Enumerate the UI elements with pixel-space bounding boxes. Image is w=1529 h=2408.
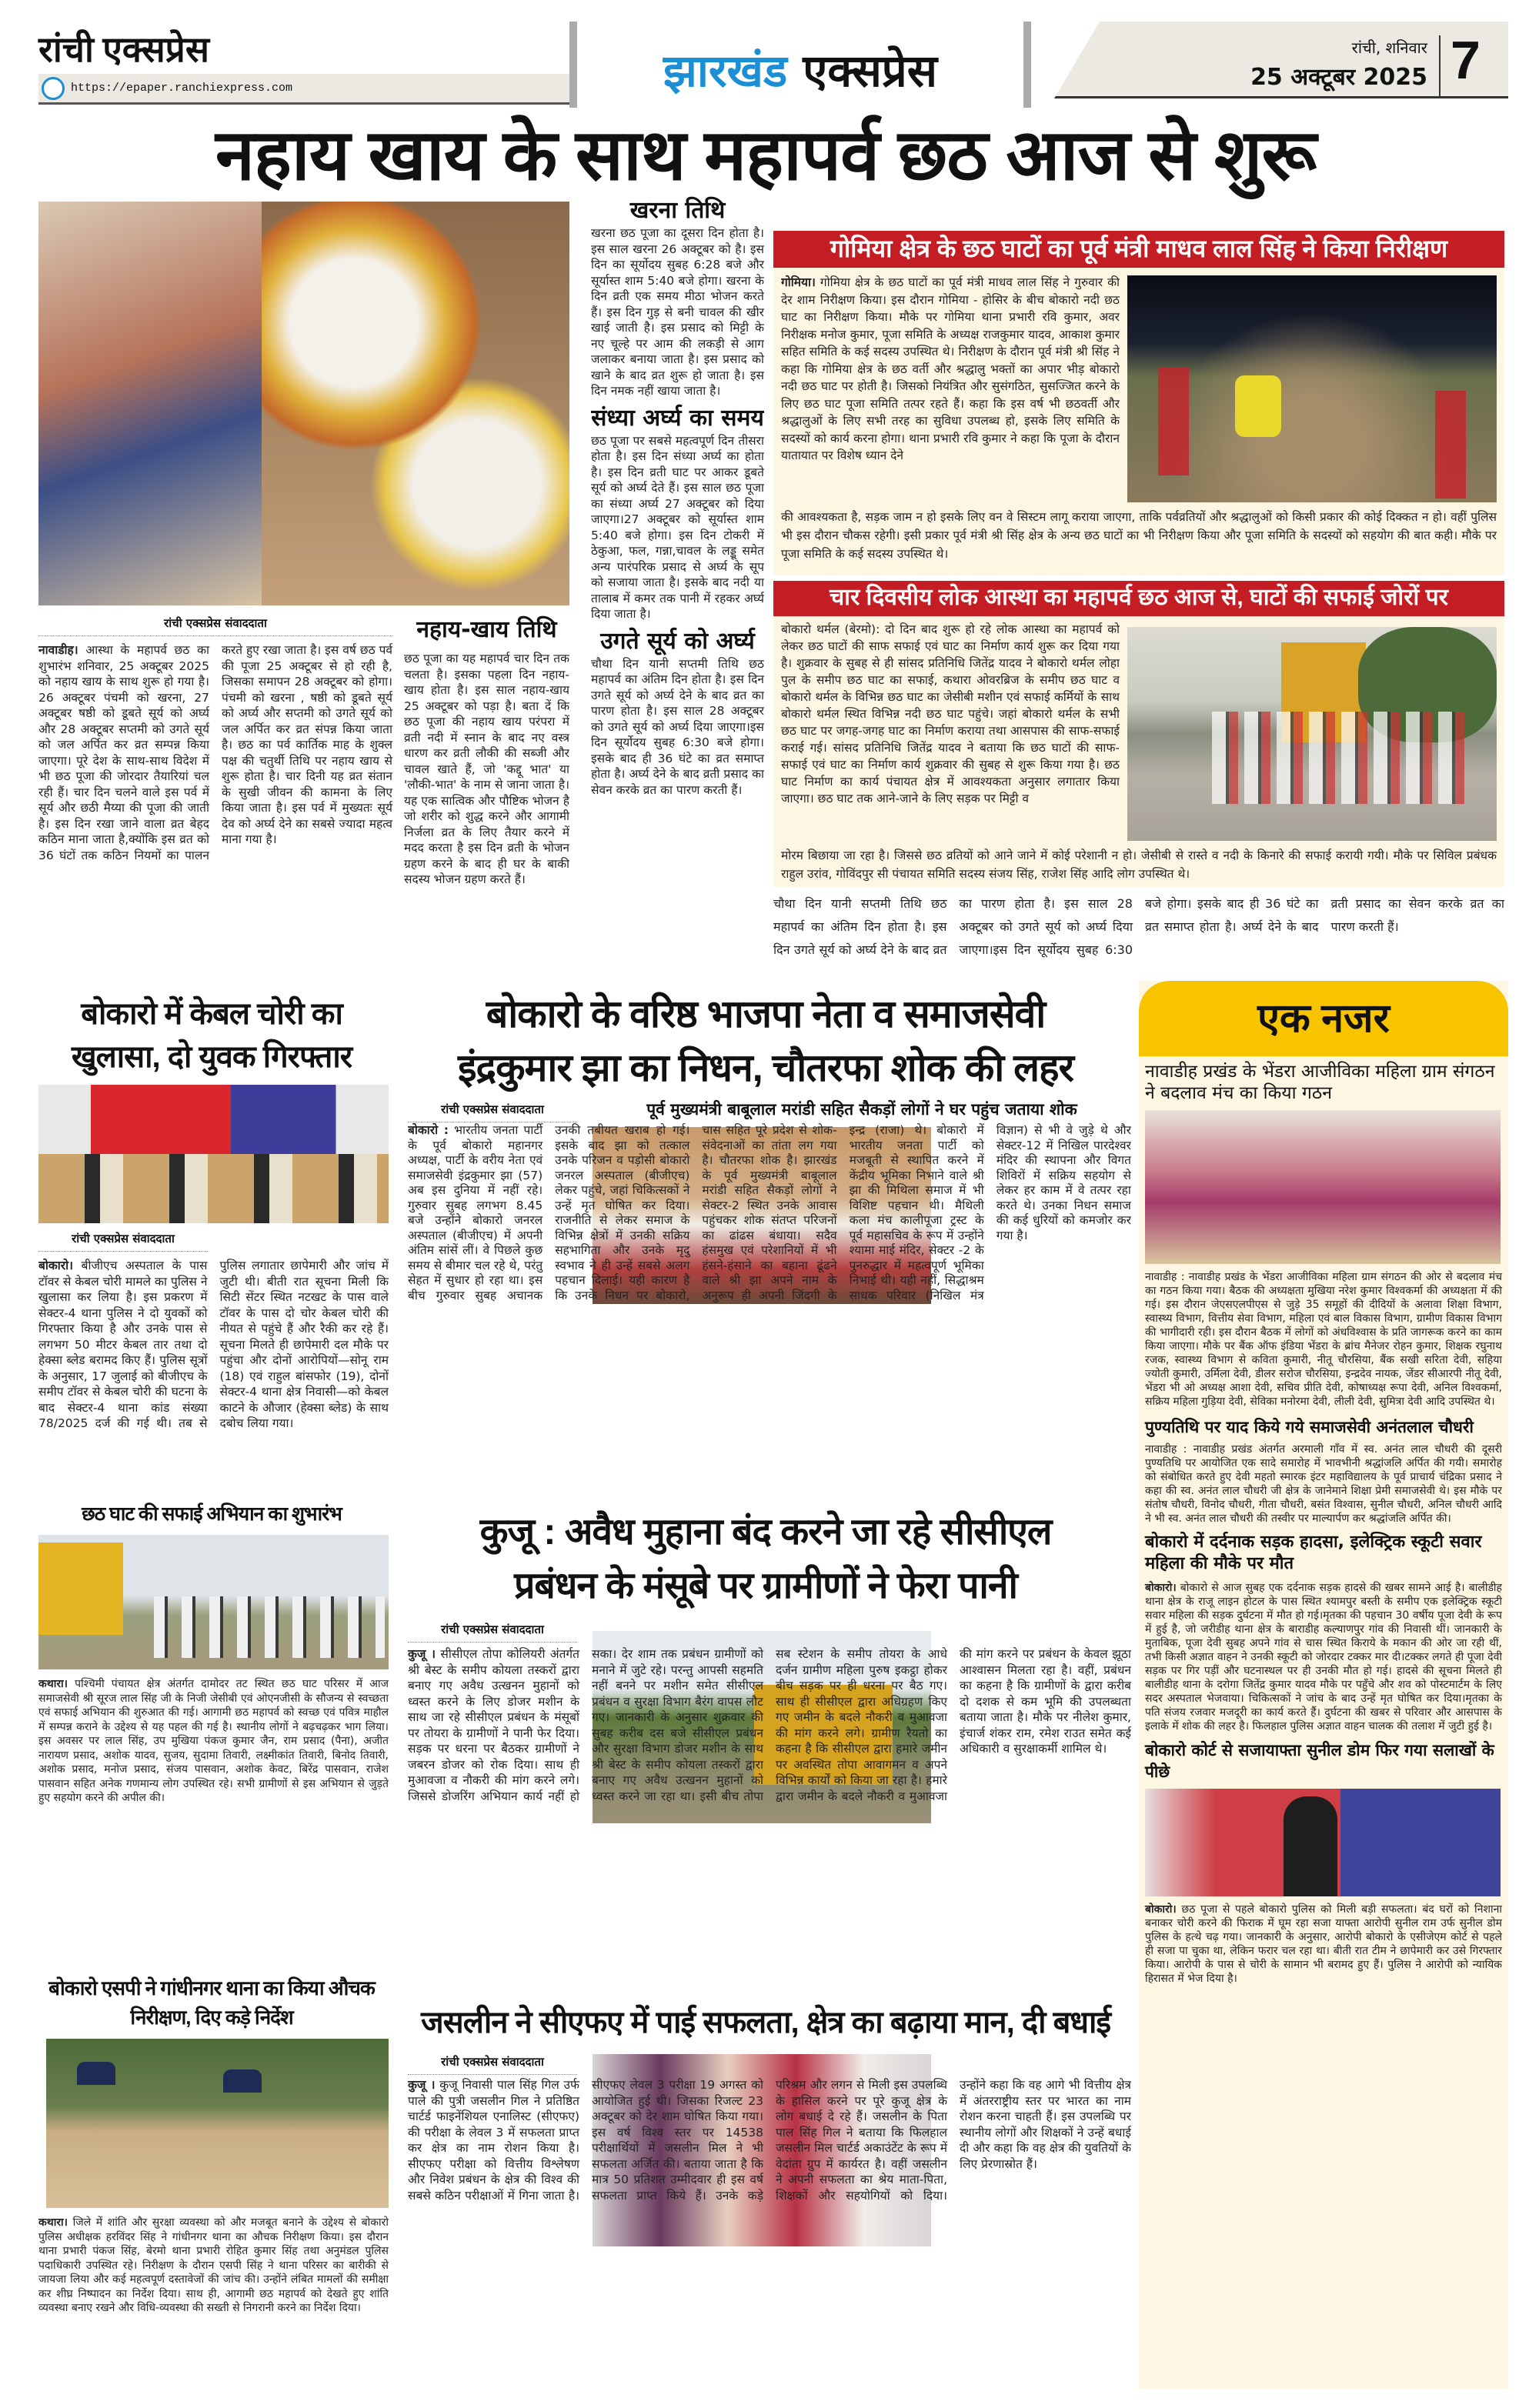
ek-nazar-body-4: बोकारो। छठ पूजा से पहले बोकारो पुलिस को मिली बड़ी सफलता। बंद घरों को निशाना बनाकर चोरी करने की फिराक में घूम रहा सजा याफ्ता आरोपी सुनील राम उर्फ सुनील डोम पुलिस के हत्थे चढ़ गया। जानकारी के अनुसार, आरोपी बोकारो के एसीजेएम कोर्ट से पहले ही सजा पा चुका था, लेकिन फरार चल रहा था। बीती रात टीम ने छापेमारी कर उसे गिरफ्तार किया। आरोपी के पास से चोरी के सामान भी बरामद हुए हैं। पुलिस ने आरोपी को न्यायिक हिरासत में भेज दिया है। — [1145, 1903, 1502, 1985]
sandhya-arghya-body: छठ पूजा पर सबसे महत्वपूर्ण दिन तीसरा होता है। इस दिन संध्या अर्घ्य का होता है। इस दिन व्रती घाट पर आकर डूबते सूर्य को अर्घ्य देते हैं। इस साल छठ पूजा का संध्या अर्घ्य 27 अक्टूबर को दिया जाएगा।27 अक्टूबर को सूर्यास्त शाम 5:40 बजे होगा। इस दिन टोकरी में ठेकुआ, फल, गन्ना,चावल के लड्डू समेत अन्य पारंपरिक प्रसाद से अर्घ्य के सूप को सजाया जाता है। इसके बाद नदी या तालाब में कमर तक पानी में रहकर अर्घ्य दिया जाता है। — [591, 433, 764, 621]
subhead-ugte-surya: उगते सूर्य को अर्घ्य — [600, 627, 755, 655]
ek-nazar-headline-1: नावाडीह प्रखंड के भेंडरा आजीविका महिला ग्राम संगठन ने बदलाव मंच का किया गठन — [1145, 1062, 1495, 1103]
page-number: 7 — [1451, 30, 1481, 90]
cable-body: बोकारो। बीजीएच अस्पताल के पास टॉवर से केबल चोरी मामले का पुलिस ने खुलासा कर लिया है। इस प्रकरण में सेक्टर-4 थाना पुलिस ने दो युवकों को गिरफ्तार किया है और उनके पास से लगभग 50 मीटर केबल तार तथा दो हेक्सा ब्लेड बरामद किए हैं। पुलिस सूत्रों के अनुसार, 17 जुलाई को बीजीएच के समीप टॉवर से केबल चोरी की घटना के बाद सेक्टर-4 थाना कांड संख्या 78/2025 दर्ज की गई थी। तब से पुलिस लगातार छापेमारी और जांच में जुटी थी। बीती रात सूचना मिली कि सिटी सेंटर स्थित नटखट के पास वाले टॉवर के पास दो चोर केबल चोरी की नीयत से पहुंचे हैं और रैकी कर रहे हैं। सूचना मिलते ही छापेमारी दल मौके पर पहुंचा और दोनों आरोपियों—सोनू राम (18) एवं राहुल बांसफोर (19), दोनों सेक्टर-4 थाना क्षेत्र निवासी—को केबल काटने के औजार (हेक्सा ब्लेड) के साथ दबोच लिया गया। — [38, 1259, 389, 1430]
kuju-headline-line2: प्रबंधन के मंसूबे पर ग्रामीणों ने फेरा पानी — [514, 1566, 1017, 1606]
cable-byline: रांची एक्सप्रेस संवाददाता — [38, 1231, 208, 1252]
ugte-surya-body: चौथा दिन यानी सप्तमी तिथि छठ महापर्व का अंतिम दिन होता है। इस दिन उगते सूर्य को अर्घ्य देने के बाद व्रत का पारण होता है। इस साल 28 अक्टूबर को उगते सूर्य को अर्घ्य दिया जाएगा।इस दिन सूर्योदय सुबह 6:30 बजे होगा। इसके बाद ही 36 घंटे का व्रत समाप्त होता है। अर्घ्य देने के बाद व्रती प्रसाद का सेवन करके व्रत का पारण करती हैं। — [591, 656, 764, 797]
ek-nazar-headline-4: बोकारो कोर्ट से सजायाफ्ता सुनील डोम फिर गया सलाखों के पीछे — [1145, 1741, 1494, 1781]
bermo-body-tail: मोरम बिछाया जा रहा है। जिससे छठ व्रतियों को आने जाने में कोई परेशानी न हो। जेसीबी से रास्ते व नदी के किनारे की सफाई करायी गयी। मौके पर सिविल प्रबंधक राहुल उरांव, गोविंदपुर सी पंचायत समिति सदस्य संजय सिंह, राजेश सिंह आदि लोग उपस्थित थे। — [781, 849, 1497, 881]
bermo-story — [773, 581, 1504, 887]
photo-accused-with-police — [1145, 1789, 1501, 1896]
dateline-place: रांची, शनिवार — [1351, 38, 1427, 57]
main-byline: रांची एक्सप्रेस संवाददाता — [38, 615, 392, 636]
jha-headline-line2: इंद्रकुमार झा का निधन, चौतरफा शोक की लहर — [458, 1046, 1073, 1089]
jasleen-byline: रांची एक्सप्रेस संवाददाता — [408, 2054, 577, 2075]
ek-nazar-headline-2: पुण्यतिथि पर याद किये गये समाजसेवी अनंतलाल चौधरी — [1145, 1418, 1474, 1436]
photo-gomia-meeting — [1127, 275, 1497, 502]
ek-nazar-title: एक नजर — [1139, 981, 1508, 1056]
jasleen-body: कुजू । कुजू निवासी पाल सिंह गिल उर्फ पाले की पुत्री जसलीन गिल ने प्रतिष्ठित चार्टर्ड फाइनेंशियल एनालिस्ट (सीएफए) की परीक्षा के लेवल 3 में सफलता प्राप्त कर क्षेत्र का नाम रोशन किया है। सीएफए परीक्षा को वित्तीय विश्लेषण और निवेश प्रबंधन के क्षेत्र की विश्व की सबसे कठिन परीक्षाओं में गिना जाता है। सीएफए लेवल 3 परीक्षा 19 अगस्त को आयोजित हुई थी। जिसका रिजल्ट 23 अक्टूबर को देर शाम घोषित किया गया। इस वर्ष विश्व स्तर पर 14538 परीक्षार्थियों में जसलीन मिल ने भी सफलता अर्जित की। बताया जाता है कि मात्र 50 प्रतिशत उम्मीदवार ही इस वर्ष सफलता प्राप्त किये हैं। उनके कड़े परिश्रम और लगन से मिली इस उपलब्धि के हासिल करने पर पूरे कुजू क्षेत्र के लोग बधाई दे रहे हैं। जसलीन के पिता पाल सिंह गिल ने बताया कि फिलहाल जसलीन मिल चार्टर्ड अकाउंटेंट के रूप में वेदांता ग्रुप में कार्यरत है। वहीं जसलीन ने अपनी सफलता का श्रेय माता-पिता, शिक्षकों और सहयोगियों को दिया। उन्होंने कहा कि वह आगे भी वित्तीय क्षेत्र में अंतरराष्ट्रीय स्तर पर भारत का नाम रोशन करना चाहती हैं। इस उपलब्धि पर स्थानीय लोगों और शिक्षकों ने उन्हें बधाई दी और कहा कि वह क्षेत्र की युवतियों के लिए प्रेरणास्रोत हैं। — [408, 2078, 1131, 2203]
jasleen-headline: जसलीन ने सीएफए में पाई सफलता, क्षेत्र का बढ़ाया मान, दी बधाई — [421, 2006, 1110, 2039]
cable-theft-headline: बोकारो में केबल चोरी का खुलासा, दो युवक गिरफ्तार — [71, 997, 352, 1074]
main-headline: नहाय खाय के साथ महापर्व छठ आज से शुरू — [215, 116, 1317, 195]
section-name-jharkhand: झारखंड — [663, 45, 788, 97]
kuju-byline: रांची एक्सप्रेस संवाददाता — [408, 1622, 577, 1643]
logo: रांची एक्सप्रेस — [38, 30, 209, 69]
kuju-body: कुजू । सीसीएल तोपा कोलियरी अंतर्गत श्री बेस्ट के समीप कोयला तस्करों द्वारा बनाए गए अवैध उत्खनन मुहानों को ध्वस्त करने के लिए डोजर मशीन के साथ जा रहे सीसीएल प्रबंधन के मंसूबों पर तोयरा के ग्रामीणों ने पानी फेर दिया। सड़क पर धरना पर बैठकर ग्रामीणों ने जबरन डोजर को रोक दिया। साथ ही मुआवजा व नौकरी की मांग करने लगे। जिससे डोजरिंग अभियान कार्य नहीं हो सका। देर शाम तक प्रबंधन ग्रामीणों को मनाने में जुटे रहे। परन्तु आपसी सहमति नहीं बनने पर मशीन समेत सीसीएल प्रबंधन व सुरक्षा विभाग बैरंग वापस लौट गए। जानकारी के अनुसार शुक्रवार की सुबह करीब दस बजे सीसीएल प्रबंधन और सुरक्षा विभाग डोजर मशीन के साथ श्री बेस्ट के समीप कोयला तस्करों द्वारा बनाए गए अवैध उत्खनन मुहानों को ध्वस्त करने जा रहा था। इसी बीच तोपा सब स्टेशन के समीप तोयरा के आधे दर्जन ग्रामीण महिला पुरुष इकट्ठा होकर बीच सड़क पर ही धरना पर बैठ गए। साथ ही सीसीएल द्वारा अधिग्रहण किए गए जमीन के बदले नौकरी व मुआवजा की मांग करने लगे। ग्रामीण रैयतो का कहना है कि सीसीएल द्वारा हमारे जमीन पर अवस्थित तोपा आवागमन व अपने विभिन्न कार्यों को किया जा रहा है। हमारे द्वारा जमीन के बदले नौकरी व मुआवजा की मांग करने पर प्रबंधन के केवल झूठा आश्वासन मिलता रहा है। वहीं, प्रबंधन का कहना है कि ग्रामीणों के द्वारा करीब दो दशक से कम भूमि की उपलब्धता बताया जाता है। मौके पर नीलेश कुमार, इंचार्ज शंकर राम, रमेश राउत समेत कई अधिकारी व सुरक्षाकर्मी शामिल थे। — [408, 1647, 1131, 1803]
section-name-express: एक्सप्रेस — [803, 45, 938, 97]
gomia-body-tail: की आवश्यकता है, सड़क जाम न हो इसके लिए वन वे सिस्टम लागू कराया जाएगा, ताकि पर्वव्रतियों और श्रद्धालुओं को किसी प्रकार की कोई दिक्कत न हो। वहीं पुलिस भी इस दौरान चौकस रहेगी। इसी प्रकार पूर्व मंत्री श्री सिंह क्षेत्र के अन्य छठ घाटों का भी निरीक्षण किया और पूजा समिति के सदस्यों को सहयोग की बात कही। मौके पर पूजा समिति के कई सदस्य उपस्थित थे। — [781, 510, 1497, 561]
gomia-story: गोमिया क्षेत्र के छठ घाटों का पूर्व मंत्री माधव लाल सिंह ने किया निरीक्षण गोमिया। गोमिया क्षेत्र के छठ घाटों का पूर्व मंत्री माधव लाल सिंह ने गुरुवार की देर शाम निरीक्षण किया। इस दौरान गोमिया - होसिर के बीच बोकारो नदी छठ घाट का निरीक्षण किया। मौके पर गोमिया थाना प्रभारी रवि कुमार, अवर निरीक्षक मनोज कुमार, पूजा समिति के अध्यक्ष राजकुमार यादव, आकाश कुमार सहित समिति के कई सदस्य उपस्थित थे। निरीक्षण के दौरान पूर्व मंत्री श्री सिंह ने कहा कि गोमिया क्षेत्र के छठ वर्ती और श्रद्धालु भक्तों का अपार भीड़ बोकारो नदी छठ घाट पर होती है। जिसको नियंत्रित और सुसंगठित, सुसज्जित करने के लिए छठ घाट पूजा समिति तत्पर रहते हैं। कहा कि इस वर्ष भी छठवर्ती और श्रद्धालुओं के लिए सभी तरह का सुविधा उपलब्ध हो, इसके लिए समिति के सदस्यों को कार्य करना होगा। थाना प्रभारी रवि कुमार ने कहा कि पूजा के दौरान यातायात पर विशेष ध्यान देने की आवश्यकता है, सड़क जाम न हो इसके लिए वन वे सिस्टम लागू कराया जाएगा, ताकि पर्वव्रतियों और श्रद्धालुओं को किसी प्रकार की कोई दिक्कत न हो। वहीं पुलिस भी इस दौरान चौकस रहेगी। इसी प्रकार पूर्व मंत्री श्री सिंह क्षेत्र के अन्य छठ घाटों का भी निरीक्षण किया और पूजा समिति के सदस्यों को सहयोग की बात कही। मौके पर पूजा समिति के कई सदस्य उपस्थित थे। — [773, 231, 1504, 575]
nahay-khay-body: छठ पूजा का यह महापर्व चार दिन तक चलता है। इसका पहला दिन नहाय-खाय होता है। इस साल नहाय-खाय 25 अक्टूबर को पड़ा है। बता दें कि छठ पूजा की नहाय खाय परंपरा में व्रती नदी में स्नान के बाद नए वस्त्र धारण कर व्रती लौकी की सब्जी और चावल खाते हैं, जो 'कद्दू भात' या 'लौकी-भात' के नाम से जाना जाता है। यह एक सात्विक और पौष्टिक भोजन है जो शरीर को शुद्ध करने और आगामी निर्जला व्रत के लिए तैयार करने में मदद करता है इस दिन व्रती के भोजन ग्रहण करने के बाद ही घर के बाकी सदस्य भोजन ग्रहण करते हैं। — [404, 652, 569, 886]
main-body: नावाडीह। आस्था के महापर्व छठ का शुभारंभ शनिवार, 25 अक्टूबर 2025 को नहाय खाय के साथ शुरू हो गया है। 26 अक्टूबर पंचमी को खरना, 27 अक्टूबर षष्ठी को डूबते सूर्य को अर्घ्य और 28 अक्टूबर सप्तमी को उगते सूर्य को जल अर्पित कर व्रत सम्पन्न किया जाएगा। पूरे देश के साथ-साथ विदेश में भी छठ पूजा की जोरदार तैयारियां चल रही हैं। चार दिन चलने वाले इस पर्व में सूर्य और छठी मैय्या की पूजा की जाती है। इस दिन रखा जाने वाला व्रत बेहद कठिन माना जाता है,क्योंकि इस व्रत को 36 घंटों तक कठिन नियमों का पालन करते हुए रखा जाता है। इस वर्ष छठ पर्व की पूजा 25 अक्टूबर से हो रही है, जिसका समापन 28 अक्टूबर को होगा। पंचमी को खरना , षष्ठी को डूबते सूर्य को अर्घ्य और सप्तमी को उगते सूर्य को जल अर्पित कर व्रत संपन्न किया जाता है। छठ का पर्व कार्तिक माह के शुक्ल पक्ष की चतुर्थी तिथि पर नहाय खाय से शुरू होता है। चार दिनी यह व्रत संतान के सुखी जीवन की कामना के लिए किया जाता है। इस पर्व में मुख्यतः सूर्य देव को अर्घ्य देने का सबसे ज्यादा महत्व माना गया है। — [38, 643, 392, 862]
subhead-kharna: खरना तिथि — [629, 197, 726, 224]
bermo-body: बोकारो थर्मल (बेरमो): दो दिन बाद शुरू हो रहे लोक आस्था का महापर्व को लेकर छठ घाटों की साफ सफाई एवं घाट का निर्माण कार्य शुरू कर दिया गया है। शुक्रवार के सुबह से ही सांसद प्रतिनिधि जितेंद्र यादव ने बोकारो थर्मल लोहा पुल के समीप छठ घाट का सफाई, कथारा ओवरब्रिज के समीप छठ घाट व बोकारो थर्मल के विभिन्न छठ घाट का जेसीबी मशीन एवं सफाई कर्मियों के साथ बोकारो थर्मल स्थित विभिन्न नदी छठ घाट पहुंचे। जहां बोकारो थर्मल के सभी छठ घाट पर जगह-जगह घाट का निर्माण कराया तथा आसपास की साफ-सफाई कराई गई। सांसद प्रतिनिधि जितेंद्र यादव ने बताया कि छठ घाटों की साफ-सफाई एवं घाट का निर्माण कार्य शुक्रवार की सुबह से शुरू किया गया है। छठ घाट निर्माण का कार्य पंचायत क्षेत्र में आवश्यकता अनुसार लगातार किया जाएगा। छठ घाट तक आने-जाने के लिए सड़क पर मिट्टी व — [781, 622, 1120, 805]
photo-woman-offering — [38, 202, 262, 605]
ghat-cleaning-body: कथारा। पश्चिमी पंचायत क्षेत्र अंतर्गत दामोदर तट स्थित छठ घाट परिसर में आज समाजसेवी श्री सूरज लाल सिंह जी के निजी जेसीबी एवं ओएनजीसी के सौजन्य से स्वच्छता एवं सफाई अभियान की शुरुआत की गई। आगामी छठ महापर्व को स्वच्छ एवं पवित्र माहौल में सम्पन्न कराने के उद्देश्य से यह पहल की गई है। स्थानीय लोगों ने बढ़चढ़कर भाग लिया। इस अवसर पर लाल सिंह, उप मुखिया पंकज कुमार जैन, राम प्रसाद (पैना), अजीत नारायण प्रसाद, अशोक यादव, सुजय, सुदामा तिवारी, लक्ष्मीकांत तिवारी, बिनोद तिवारी, अशोक प्रसाद, मनोज प्रसाद, संजय पासवान, अशोक केवट, बिरेंद्र पासवान, राजेश पासवान सहित अनेक गणमान्य लोग उपस्थित रहे। सभी ग्रामीणों से इस अभियान से जुड़ते हुए सहयोग करने की अपील की। — [38, 1678, 389, 1804]
photo-sp-inspection — [46, 2039, 389, 2208]
photo-ghat-cleaning-jcb — [1127, 627, 1497, 841]
jha-byline: रांची एक्सप्रेस संवाददाता — [408, 1102, 577, 1122]
photo-women-meeting — [1145, 1110, 1501, 1264]
ek-nazar-headline-3: बोकारो में दर्दनाक सड़क हादसा, इलेक्ट्रिक स्कूटी सवार महिला की मौके पर मौत — [1145, 1533, 1482, 1573]
globe-icon — [42, 77, 65, 100]
photo-chhath-food — [262, 202, 569, 605]
ek-nazar-body-1: नावाडीह : नावाडीह प्रखंड के भेंडरा आजीविका महिला ग्राम संगठन की ओर से बदलाव मंच का गठन किया गया। बैठक की अध्यक्षता मुखिया नरेश कुमार विश्वकर्मा की अध्यक्षता में की गई। इस दौरान जेएसएलपीएस से जुड़े 35 समूहों की दीदियों के अलावा शिक्षा विभाग, स्वास्थ्य विभाग, वित्तीय सेवा विभाग, महिला एवं बाल विकास विभाग, ग्रामीण विकास विभाग की भागीदारी रही। इस दौरान बैठक में लोगों को अंधविश्वास के प्रति जागरूक करने का काम किया जाएगा। मौके पर बैंक ऑफ इंडिया भेंडरा के ब्रांच मैनेजर रोहन कुमार, शिक्षक रघुनाथ रजक, स्वास्थ्य विभाग से कविता कुमारी, नीतू चौरसिया, बैंक सखी सरिता देवी, सहिया ज्योती कुमारी, उर्मिला देवी, डीलर सरोज चौरसिया, इन्द्रदेव नायक, जेंडर सीआरपी नीतू देवी, भेंडरा भी ओ अध्यक्ष आशा देवी, सचिव प्रीति देवी, कोषाध्यक्ष रूपा देवी, अनिल विश्वकर्मा, सक्रिय महिला गुड़िया देवी, सेविका मनोरमा देवी, लीली देवी, सुमित्रा देवी आदि उपस्थित थे। — [1145, 1271, 1502, 1408]
gomia-body: गोमिया क्षेत्र के छठ घाटों का पूर्व मंत्री माधव लाल सिंह ने गुरुवार की देर शाम निरीक्षण किया। इस दौरान गोमिया - होसिर के बीच बोकारो नदी छठ घाट का निरीक्षण किया। मौके पर गोमिया थाना प्रभारी रवि कुमार, अवर निरीक्षक मनोज कुमार, पूजा समिति के अध्यक्ष राजकुमार यादव, आकाश कुमार सहित समिति के कई सदस्य उपस्थित थे। निरीक्षण के दौरान पूर्व मंत्री श्री सिंह ने कहा कि गोमिया क्षेत्र के छठ वर्ती और श्रद्धालु भक्तों का अपार भीड़ बोकारो नदी छठ घाट पर होती है। जिसको नियंत्रित और सुसंगठित, सुसज्जित करने के लिए छठ घाट पूजा समिति तत्पर रहते हैं। कहा कि इस वर्ष भी छठवर्ती और श्रद्धालुओं के लिए सभी तरह का सुविधा उपलब्ध हो, इसके लिए समिति के सदस्यों को कार्य करना होगा। थाना प्रभारी रवि कुमार ने कहा कि पूजा के दौरान यातायात पर विशेष ध्यान देने — [781, 275, 1120, 462]
subhead-nahay-khay: नहाय-खाय तिथि — [416, 616, 557, 643]
ek-nazar-box — [1139, 981, 1508, 2389]
gomia-headline: गोमिया क्षेत्र के छठ घाटों का पूर्व मंत्री माधव लाल सिंह ने किया निरीक्षण — [773, 231, 1504, 268]
masthead — [0, 0, 1529, 108]
kuju-headline-line1: कुजू : अवैध मुहाना बंद करने जा रहे सीसीएल — [479, 1512, 1052, 1553]
jha-headline-line1: बोकारो के वरिष्ठ भाजपा नेता व समाजसेवी — [486, 992, 1046, 1036]
ghat-cleaning-headline: छठ घाट की सफाई अभियान का शुभारंभ — [82, 1503, 342, 1525]
sp-inspection-body: कथारा। जिले में शांति और सुरक्षा व्यवस्था को और मजबूत बनाने के उद्देश्य से बोकारो पुलिस अधीक्षक हरविंदर सिंह ने गांधीनगर थाना का औचक निरीक्षण किया। इस दौरान थाना प्रभारी पंकज सिंह, बेरमो थाना प्रभारी रोहित कुमार सिंह तथा अनुमंडल पुलिस पदाधिकारी उपस्थित रहे। निरीक्षण के दौरान एसपी सिंह ने थाना परिसर का बारीकी से जायजा लिया और कई महत्वपूर्ण दस्तावेजों की जांच की। उन्होंने लंबित मामलों की समीक्षा कर शीघ्र निष्पादन का निर्देश दिया। साथ ही, आगामी छठ महापर्व को देखते हुए शांति व्यवस्था बनाए रखने और विधि-व्यवस्था की सख्ती से निगरानी करने का निर्देश दिया। — [38, 2216, 389, 2314]
ek-nazar-body-2: नावाडीह : नावाडीह प्रखंड अंतर्गत अरमाली गाँव में स्व. अनंत लाल चौधरी की दूसरी पुण्यतिथि पर आयोजित एक सादे समारोह में भावभीनी श्रद्धांजलि अर्पित की गयी। समारोह को संबोधित करते हुए देवी महतो स्मारक इंटर महाविद्यालय के पूर्व प्राचार्य चंद्रिका प्रसाद ने कहा की स्व. अनंत लाल चौधरी जी क्षेत्र के जानेमाने शिक्षा प्रेमी समाजसेवी थे। इस मौके पर संतोष चौधरी, विनोद चौधरी, गीता चौधरी, बसंत विश्वास, सुनील चौधरी, अनिल चौधरी आदि ने भी स्व. अनंत लाल चौधरी की तस्वीर पर माल्यार्पण कर श्रद्धांजलि अर्पित की। — [1145, 1443, 1502, 1525]
subhead-sandhya-arghya: संध्या अर्घ्य का समय — [591, 404, 764, 432]
photo-police-press — [38, 1085, 389, 1223]
ugte-surya-continued: चौथा दिन यानी सप्तमी तिथि छठ महापर्व का अंतिम दिन होता है। इस दिन उगते सूर्य को अर्घ्य देने के बाद व्रत का पारण होता है। इस साल 28 अक्टूबर को उगते सूर्य को अर्घ्य दिया जाएगा।इस दिन सूर्योदय सुबह 6:30 बजे होगा। इसके बाद ही 36 घंटे का व्रत समाप्त होता है। अर्घ्य देने के बाद व्रती प्रसाद का सेवन करके व्रत का पारण करती हैं। — [773, 896, 1504, 957]
kharna-body: खरना छठ पूजा का दूसरा दिन होता है। इस साल खरना 26 अक्टूबर को है। इस दिन का सूर्योदय सुबह 6:28 बजे और सूर्यास्त शाम 5:40 बजे होगा। खरना के दिन व्रती एक समय मीठा भोजन करते हैं। इस दिन गुड़ से बनी चावल की खीर खाई जाती है। इस प्रसाद को मिट्टी के नए चूल्हे पर आम की लकड़ी से आग जलाकर बनाया जाता है। इस प्रसाद को खाने के बाद व्रत शुरू हो जाता है। इस दिन नमक नहीं खाया जाता है। — [591, 226, 764, 398]
ek-nazar-body-3: बोकारो। बोकारो से आज सुबह एक दर्दनाक सड़क हादसे की खबर सामने आई है। बालीडीह थाना क्षेत्र के राजू लाइन होटल के पास स्थित श्यामपुर बस्ती के समीप एक इलेक्ट्रिक स्कूटी सवार महिला की सड़क दुर्घटना में मौत हो गई।मृतका की पहचान 30 वर्षीय पूजा देवी के रूप में हुई है, जो जरीडीह थाना क्षेत्र के बाराडीह कल्याणपुर गांव की निवासी थीं। जानकारी के मुताबिक, पूजा देवी सुबह अपने गांव से चास स्थित किराये के मकान की ओर जा रही थीं, तभी किसी अज्ञात वाहन ने उनकी स्कूटी को जोरदार टक्कर मार दी।टक्कर लगते ही पूजा देवी सड़क पर गिर पड़ीं और घटनास्थल पर ही उनकी मौत हो गई। हादसे की सूचना मिलते ही बालीडीह थाना के दरोगा जितेंद्र कुमार यादव मौके पर पहुँचे और शव को पोस्टमार्टम के लिए सदर अस्पताल भेजवाया। चिकित्सकों ने जांच के बाद उन्हें मृत घोषित कर दिया।मृतका के पति संजय रजवार मजदूरी का कार्य करते हैं। दुर्घटना की खबर से परिवार और आसपास के इलाके में शोक की लहर है। फिलहाल पुलिस अज्ञात वाहन चालक की तलाश में जुटी हुई है। — [1145, 1582, 1502, 1733]
sp-inspection-headline: बोकारो एसपी ने गांधीनगर थाना का किया औचक निरीक्षण, दिए कड़े निर्देश — [48, 1976, 375, 2029]
epaper-url[interactable]: https://epaper.ranchiexpress.com — [71, 82, 293, 95]
dateline-date: 25 अक्टूबर 2025 — [1250, 64, 1427, 91]
bermo-headline: चार दिवसीय लोक आस्था का महापर्व छठ आज से, घाटों की सफाई जोरों पर — [773, 581, 1504, 616]
jha-subhead: पूर्व मुख्यमंत्री बाबूलाल मरांडी सहित सैकड़ों लोगों ने घर पहुंच जताया शोक — [646, 1100, 1077, 1119]
photo-ghat-jcb — [38, 1535, 389, 1669]
jha-body: बोकारो : भारतीय जनता पार्टी के पूर्व बोकारो महानगर अध्यक्ष, पार्टी के वरीय नेता एवं समाजसेवी इंद्रकुमार झा (57) अब इस दुनिया में नहीं रहे। गुरुवार सुबह लगभग 8.45 बजे उन्होंने बोकारो जनरल अस्पताल (बीजीएच) में अपनी अंतिम सांसें लीं। वे पिछले कुछ समय से बीमार चल रहे थे, परंतु सेहत में सुधार हो रहा था। इस बीच गुरुवार सुबह अचानक उनकी तबीयत खराब हो गई। इसके बाद झा को तत्काल उनके परिजन व पड़ोसी बोकारो जनरल अस्पताल (बीजीएच) लेकर पहुंचे, जहां चिकित्सकों ने उन्हें मृत घोषित कर दिया। राजनीति से लेकर समाज के विभिन्न क्षेत्रों में उनकी सक्रिय सहभागिता और उनके मृदु स्वभाव ने ही उन्हें सबसे अलग पहचान दिलाई। यही कारण है कि उनके निधन पर बोकारो, चास सहित पूरे प्रदेश से शोक-संवेदनाओं का तांता लग गया है। चौतरफा शोक है। झारखंड के पूर्व मुख्यमंत्री बाबूलाल मरांडी सहित सैकड़ों लोगों ने सेक्टर-2 स्थित उनके आवास पहुंचकर शोक संतप्त परिजनों का ढांढस बंधाया। सदैव हंसमुख एवं परेशानियों में भी हंसने-हंसाने का बहाना ढूंढने वाले श्री झा अपने नाम के अनुरूप ही अपनी जिंदगी के इन्द्र (राजा) थे। बोकारो में भारतीय जनता पार्टी को मजबूती से स्थापित करने में केंद्रीय भूमिका निभाने वाले श्री झा की मिथिला समाज में भी विशिष्ट पहचान थी। मैथिली कला मंच कालीपूजा ट्रस्ट के पूर्व महासचिव के रूप में उन्होंने श्यामा माई मंदिर, सेक्टर -2 के पुनरुद्धार में महत्वपूर्ण भूमिका निभाई थी। यही नहीं, सिद्धाश्रम साधक परिवार (निखिल मंत्र विज्ञान) से भी वे जुड़े थे और सेक्टर-12 में निखिल पारदेश्वर मंदिर की स्थापना और विगत शिविरों में सक्रिय सहयोग से लेकर हर काम में वे तत्पर रहा करते थे। उनका निधन समाज की कई धुरियों को कमजोर कर गया है। — [408, 1123, 1131, 1302]
